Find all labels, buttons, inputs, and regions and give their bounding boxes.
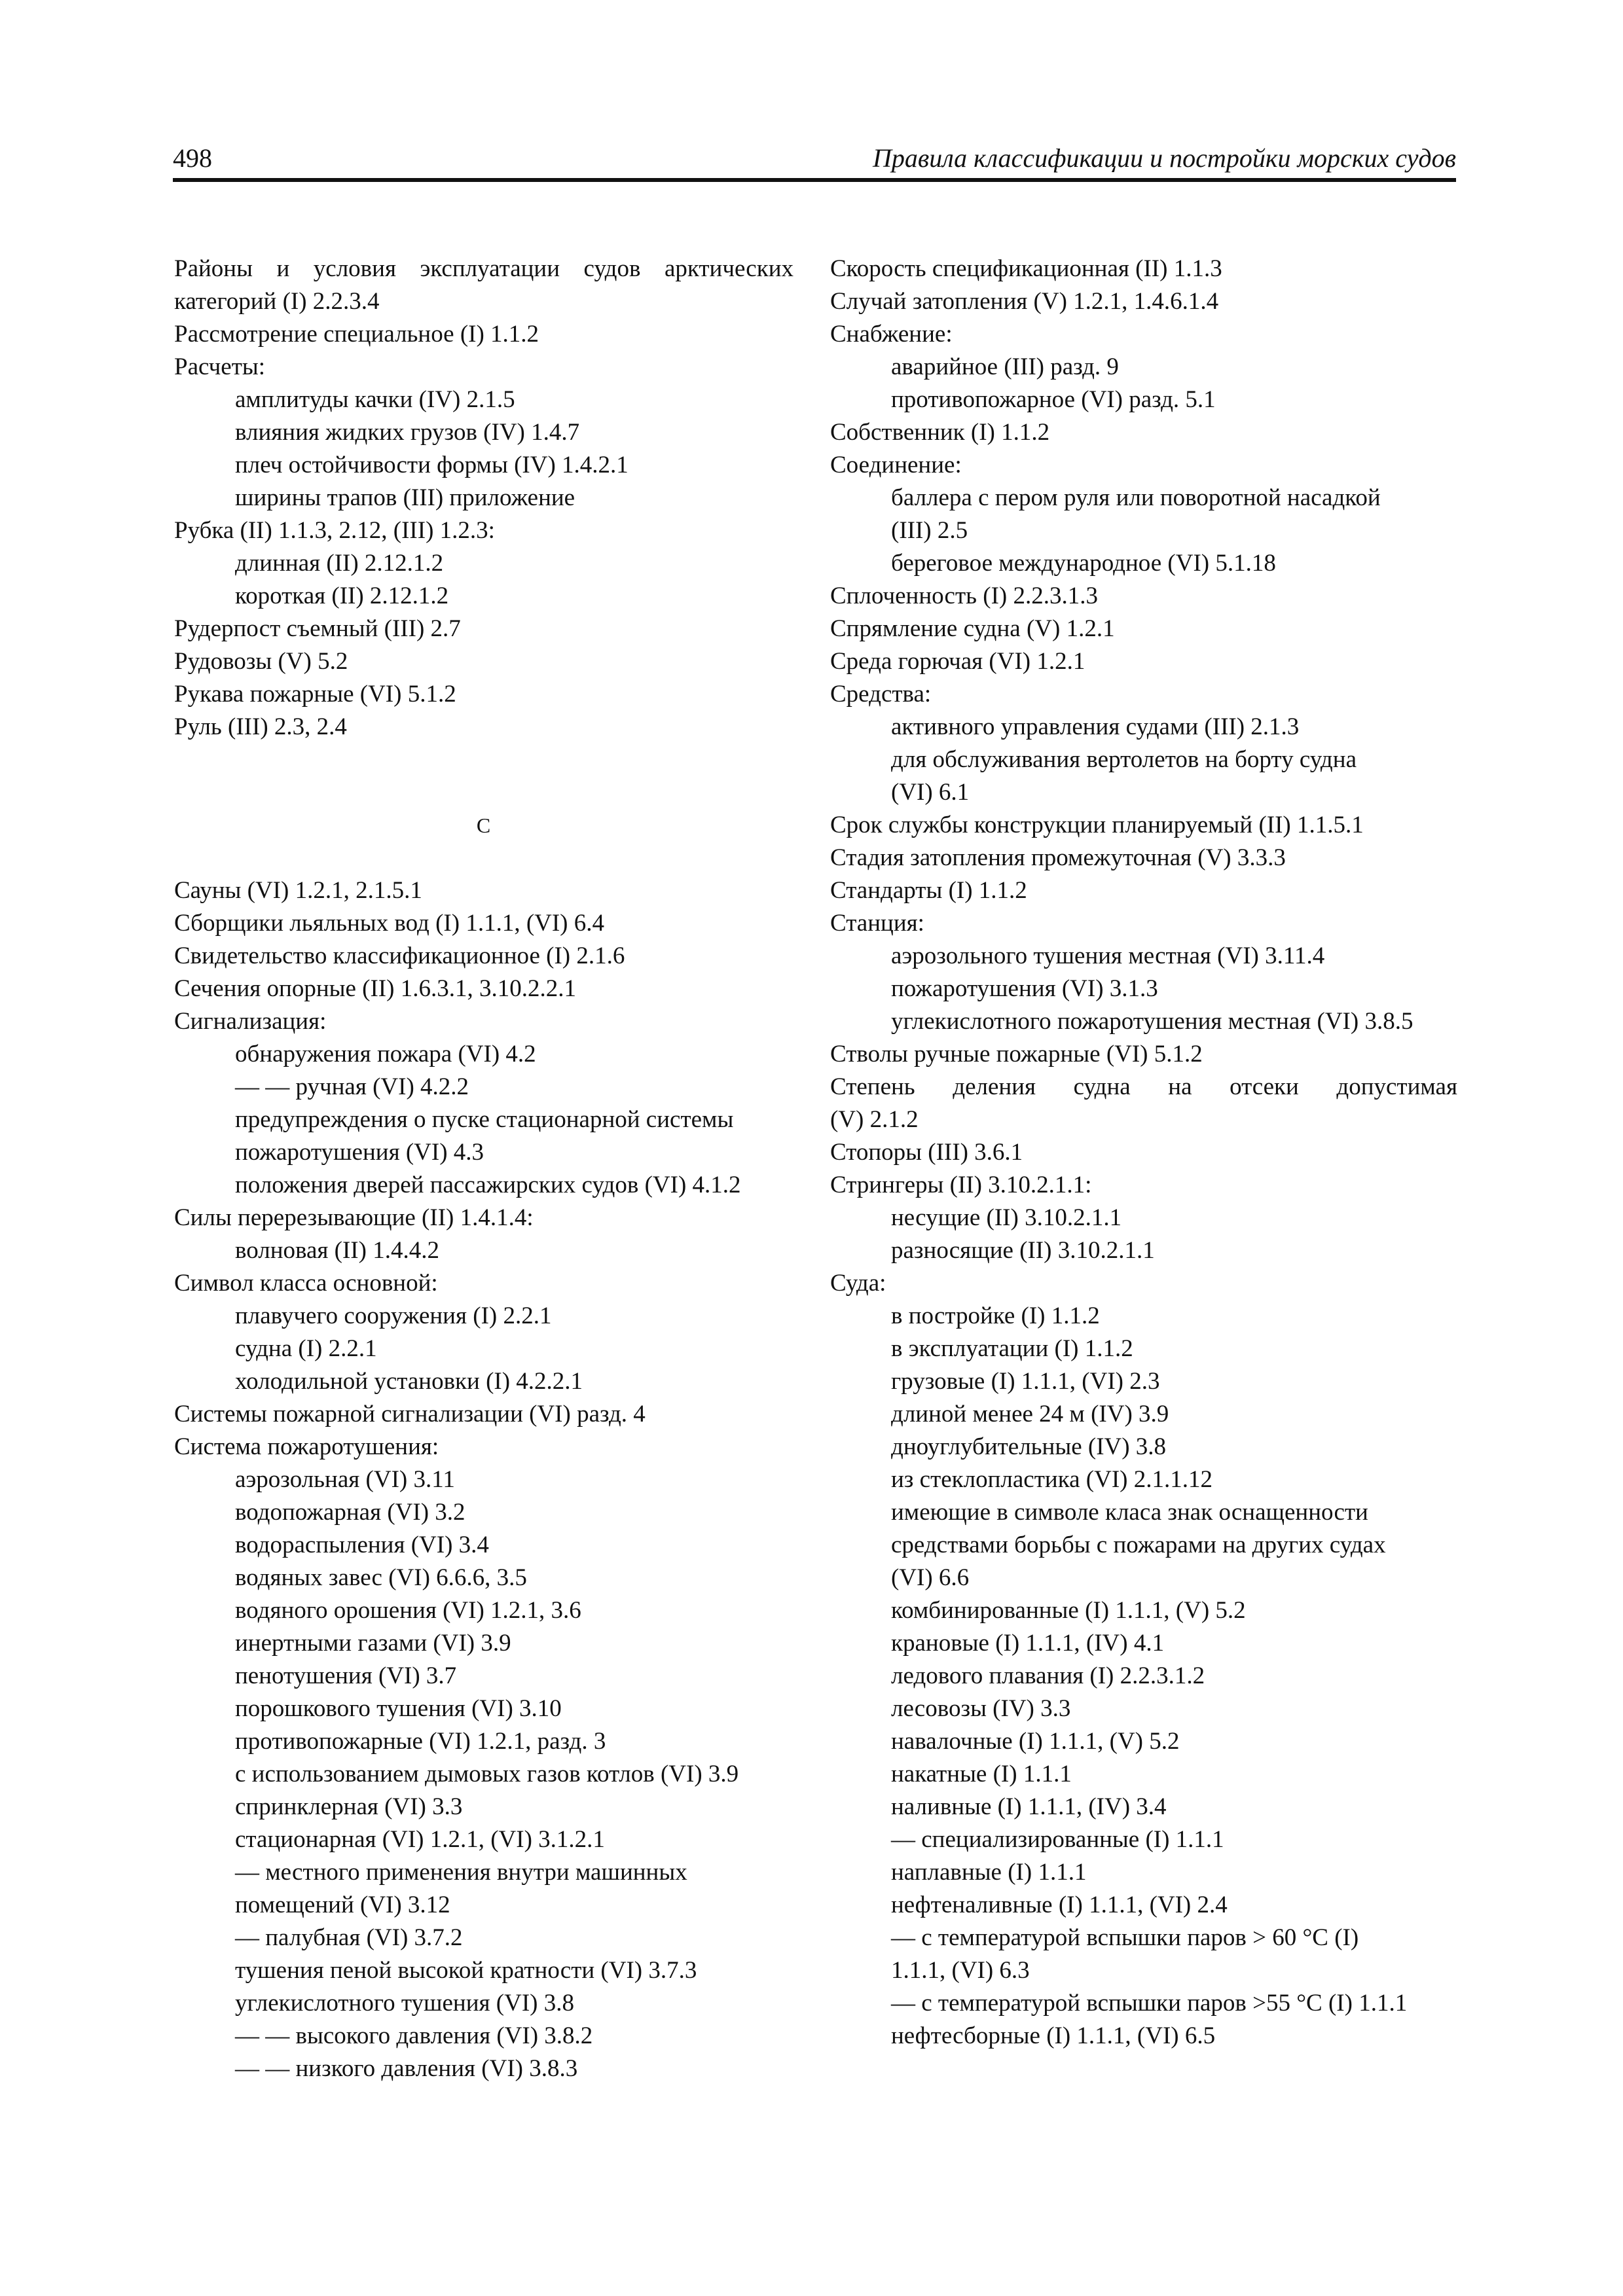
index-subentry: плавучего сооружения (I) 2.2.1 bbox=[235, 1302, 552, 1329]
index-subentry: влияния жидких грузов (IV) 1.4.7 bbox=[235, 419, 580, 446]
index-subentry: плеч остойчивости формы (IV) 1.4.2.1 bbox=[235, 452, 629, 478]
index-group-r bbox=[174, 253, 793, 744]
index-entry: Рукава пожарные (VI) 5.1.2 bbox=[174, 681, 456, 708]
index-subentry: водораспыления (VI) 3.4 bbox=[235, 1532, 489, 1558]
section-gap bbox=[174, 842, 793, 874]
index-subentry: — с температурой вспышки паров >55 °С (I) 1.1.1 bbox=[891, 1990, 1408, 2017]
index-subentry: накатные (I) 1.1.1 bbox=[891, 1761, 1072, 1787]
index-entry: Собственник (I) 1.1.2 bbox=[830, 419, 1050, 446]
index-entry: Районы и условия эксплуатации судов арктических bbox=[174, 255, 793, 282]
index-subentry: нефтесборные (I) 1.1.1, (VI) 6.5 bbox=[891, 2022, 1216, 2049]
index-subentry: водяного орошения (VI) 1.2.1, 3.6 bbox=[235, 1597, 581, 1624]
index-subentry: нефтеналивные (I) 1.1.1, (VI) 2.4 bbox=[891, 1892, 1228, 1918]
section-letter: С bbox=[476, 814, 492, 837]
index-subentry: ширины трапов (III) приложение bbox=[235, 484, 575, 511]
index-group-s-continued bbox=[830, 253, 1457, 2053]
index-entry: Стволы ручные пожарные (VI) 5.1.2 bbox=[830, 1041, 1203, 1067]
index-subentry: наплавные (I) 1.1.1 bbox=[891, 1859, 1087, 1886]
index-subentry: тушения пеной высокой кратности (VI) 3.7.3 bbox=[235, 1957, 697, 1984]
running-title: Правила классификации и постройки морских судов bbox=[872, 143, 1456, 173]
index-subentry: средствами борьбы с пожарами на других судах bbox=[891, 1532, 1386, 1558]
index-column-right bbox=[830, 253, 1457, 2053]
index-subentry: противопожарные (VI) 1.2.1, разд. 3 bbox=[235, 1728, 606, 1755]
index-entry: Символ класса основной: bbox=[174, 1270, 438, 1297]
index-subentry: — с температурой вспышки паров > 60 °С (I) bbox=[891, 1924, 1359, 1951]
index-subentry: разносящие (II) 3.10.2.1.1 bbox=[891, 1237, 1155, 1264]
index-subentry: в эксплуатации (I) 1.1.2 bbox=[891, 1335, 1133, 1362]
index-entry: Рубка (II) 1.1.3, 2.12, (III) 1.2.3: bbox=[174, 517, 495, 544]
index-entry: Сплоченность (I) 2.2.3.1.3 bbox=[830, 583, 1098, 609]
index-column-left bbox=[174, 253, 793, 2085]
index-entry: Сауны (VI) 1.2.1, 2.1.5.1 bbox=[174, 877, 422, 904]
index-subentry: баллера с пером руля или поворотной насадкой bbox=[891, 484, 1381, 511]
index-entry: Рассмотрение специальное (I) 1.1.2 bbox=[174, 321, 539, 348]
index-entry: Рудерпост съемный (III) 2.7 bbox=[174, 615, 461, 642]
index-subentry: пенотушения (VI) 3.7 bbox=[235, 1662, 457, 1689]
index-entry: Спрямление судна (V) 1.2.1 bbox=[830, 615, 1115, 642]
index-entry: Стадия затопления промежуточная (V) 3.3.3 bbox=[830, 844, 1286, 871]
index-entry: Расчеты: bbox=[174, 353, 266, 380]
index-entry: Сигнализация: bbox=[174, 1008, 327, 1035]
index-subentry: — — низкого давления (VI) 3.8.3 bbox=[235, 2055, 578, 2082]
index-entry: Среда горючая (VI) 1.2.1 bbox=[830, 648, 1085, 675]
index-subentry: ледового плавания (I) 2.2.3.1.2 bbox=[891, 1662, 1205, 1689]
index-subentry: водопожарная (VI) 3.2 bbox=[235, 1499, 465, 1526]
index-entry: Соединение: bbox=[830, 452, 962, 478]
index-entry: Средства: bbox=[830, 681, 932, 708]
index-entry: Сечения опорные (II) 1.6.3.1, 3.10.2.2.1 bbox=[174, 975, 576, 1002]
index-entry: Скорость спецификационная (II) 1.1.3 bbox=[830, 255, 1222, 282]
index-subentry: длиной менее 24 м (IV) 3.9 bbox=[891, 1401, 1169, 1427]
index-entry: Системы пожарной сигнализации (VI) разд. 4 bbox=[174, 1401, 646, 1427]
index-subentry: амплитуды качки (IV) 2.1.5 bbox=[235, 386, 515, 413]
index-entry: Станция: bbox=[830, 910, 924, 937]
index-subentry: помещений (VI) 3.12 bbox=[235, 1892, 450, 1918]
index-subentry: короткая (II) 2.12.1.2 bbox=[235, 583, 449, 609]
index-subentry: инертными газами (VI) 3.9 bbox=[235, 1630, 511, 1657]
index-subentry: несущие (II) 3.10.2.1.1 bbox=[891, 1204, 1122, 1231]
index-subentry: длинная (II) 2.12.1.2 bbox=[235, 550, 444, 577]
index-subentry: аэрозольная (VI) 3.11 bbox=[235, 1466, 455, 1493]
index-subentry: лесовозы (IV) 3.3 bbox=[891, 1695, 1071, 1722]
index-entry: Степень деления судна на отсеки допустимая bbox=[830, 1073, 1457, 1100]
index-subentry: водяных завес (VI) 6.6.6, 3.5 bbox=[235, 1564, 527, 1591]
index-subentry: пожаротушения (VI) 3.1.3 bbox=[891, 975, 1158, 1002]
index-subentry: активного управления судами (III) 2.1.3 bbox=[891, 713, 1300, 740]
index-subentry: крановые (I) 1.1.1, (IV) 4.1 bbox=[891, 1630, 1165, 1657]
index-subentry: судна (I) 2.2.1 bbox=[235, 1335, 377, 1362]
index-subentry: — местного применения внутри машинных bbox=[235, 1859, 687, 1886]
index-subentry: дноуглубительные (IV) 3.8 bbox=[891, 1433, 1167, 1460]
index-entry: Случай затопления (V) 1.2.1, 1.4.6.1.4 bbox=[830, 288, 1219, 315]
index-entry: (V) 2.1.2 bbox=[830, 1106, 919, 1133]
index-subentry: в постройке (I) 1.1.2 bbox=[891, 1302, 1100, 1329]
index-entry: Снабжение: bbox=[830, 321, 953, 348]
index-subentry: навалочные (I) 1.1.1, (V) 5.2 bbox=[891, 1728, 1180, 1755]
index-subentry: — палубная (VI) 3.7.2 bbox=[235, 1924, 463, 1951]
index-entry: Сборщики льяльных вод (I) 1.1.1, (VI) 6.4 bbox=[174, 910, 605, 937]
header-rule bbox=[173, 178, 1456, 182]
index-subentry: стационарная (VI) 1.2.1, (VI) 3.1.2.1 bbox=[235, 1826, 605, 1853]
index-subentry: — — ручная (VI) 4.2.2 bbox=[235, 1073, 469, 1100]
index-subentry: имеющие в символе класа знак оснащенности bbox=[891, 1499, 1368, 1526]
index-subentry: для обслуживания вертолетов на борту судна bbox=[891, 746, 1357, 773]
index-subentry: аварийное (III) разд. 9 bbox=[891, 353, 1119, 380]
index-subentry: углекислотного тушения (VI) 3.8 bbox=[235, 1990, 574, 2017]
index-subentry: спринклерная (VI) 3.3 bbox=[235, 1793, 463, 1820]
section-gap bbox=[174, 744, 793, 809]
index-subentry: (VI) 6.1 bbox=[891, 779, 970, 806]
page-header bbox=[173, 139, 1456, 178]
index-subentry: аэрозольного тушения местная (VI) 3.11.4 bbox=[891, 942, 1325, 969]
index-subentry: комбинированные (I) 1.1.1, (V) 5.2 bbox=[891, 1597, 1246, 1624]
index-subentry: — — высокого давления (VI) 3.8.2 bbox=[235, 2022, 593, 2049]
index-subentry: (III) 2.5 bbox=[891, 517, 968, 544]
index-entry: Силы перерезывающие (II) 1.4.1.4: bbox=[174, 1204, 534, 1231]
index-subentry: грузовые (I) 1.1.1, (VI) 2.3 bbox=[891, 1368, 1160, 1395]
index-entry: Стрингеры (II) 3.10.2.1.1: bbox=[830, 1172, 1092, 1198]
index-group-s bbox=[174, 874, 793, 2085]
index-subentry: — специализированные (I) 1.1.1 bbox=[891, 1826, 1224, 1853]
index-entry: Свидетельство классификационное (I) 2.1.6 bbox=[174, 942, 625, 969]
index-subentry: береговое международное (VI) 5.1.18 bbox=[891, 550, 1276, 577]
index-subentry: положения дверей пассажирских судов (VI) 4.1.2 bbox=[235, 1172, 741, 1198]
index-entry: Срок службы конструкции планируемый (II) 1.1.5.1 bbox=[830, 812, 1364, 838]
index-subentry: наливные (I) 1.1.1, (IV) 3.4 bbox=[891, 1793, 1167, 1820]
index-entry: Суда: bbox=[830, 1270, 886, 1297]
index-entry: Стопоры (III) 3.6.1 bbox=[830, 1139, 1023, 1166]
index-entry: Стандарты (I) 1.1.2 bbox=[830, 877, 1027, 904]
index-entry: Система пожаротушения: bbox=[174, 1433, 439, 1460]
index-subentry: углекислотного пожаротушения местная (VI) 3.8.5 bbox=[891, 1008, 1413, 1035]
index-subentry: из стеклопластика (VI) 2.1.1.12 bbox=[891, 1466, 1213, 1493]
index-entry: категорий (I) 2.2.3.4 bbox=[174, 288, 380, 315]
index-subentry: противопожарное (VI) разд. 5.1 bbox=[891, 386, 1216, 413]
index-subentry: порошкового тушения (VI) 3.10 bbox=[235, 1695, 562, 1722]
index-entry: Рудовозы (V) 5.2 bbox=[174, 648, 348, 675]
index-subentry: (VI) 6.6 bbox=[891, 1564, 970, 1591]
index-subentry: волновая (II) 1.4.4.2 bbox=[235, 1237, 439, 1264]
index-subentry: пожаротушения (VI) 4.3 bbox=[235, 1139, 484, 1166]
index-subentry: 1.1.1, (VI) 6.3 bbox=[891, 1957, 1030, 1984]
index-subentry: предупреждения о пуске стационарной системы bbox=[235, 1106, 734, 1133]
index-entry: Руль (III) 2.3, 2.4 bbox=[174, 713, 347, 740]
index-subentry: обнаружения пожара (VI) 4.2 bbox=[235, 1041, 536, 1067]
index-subentry: с использованием дымовых газов котлов (VI) 3.9 bbox=[235, 1761, 739, 1787]
page-number: 498 bbox=[173, 143, 212, 173]
index-subentry: холодильной установки (I) 4.2.2.1 bbox=[235, 1368, 583, 1395]
